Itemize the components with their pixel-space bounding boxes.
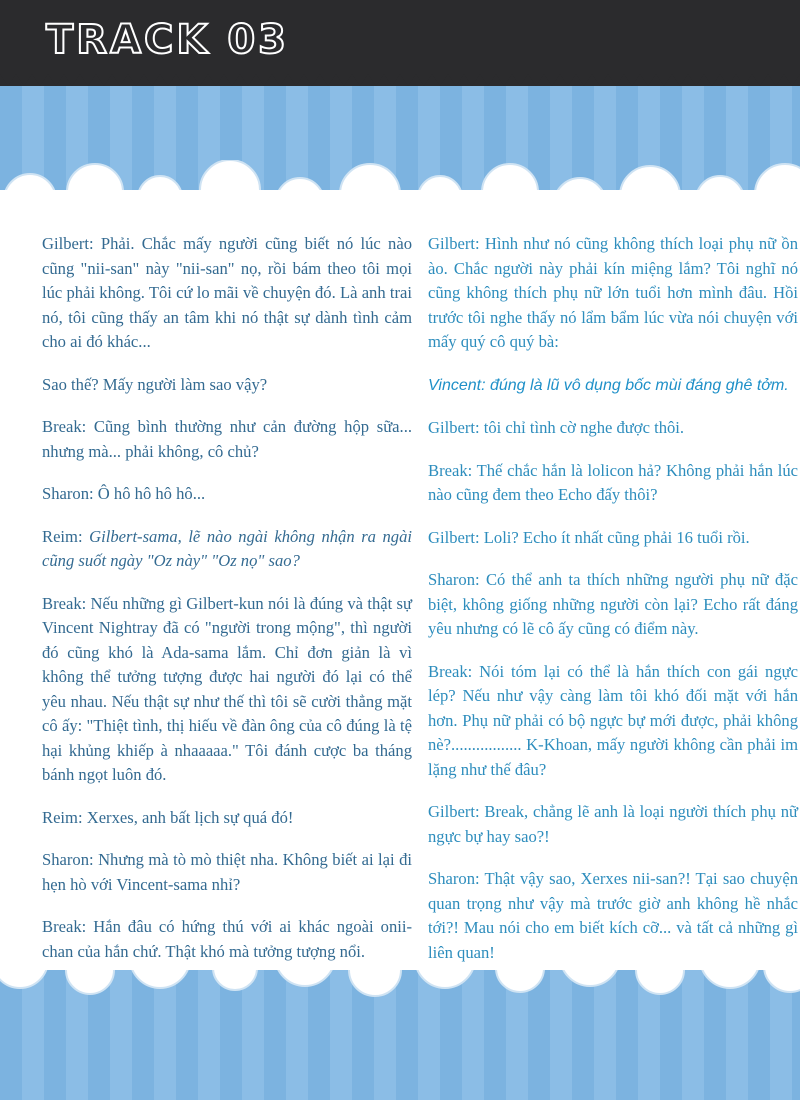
track-title: TRACK 03 <box>46 17 289 63</box>
dialogue-paragraph: Gilbert: Phải. Chắc mấy người cũng biết nó lúc nào cũng "nii-san" này "nii-san" nọ, rồi bám theo tôi mọi lúc phải không. Tôi cứ lo mãi về chuyện đó. Là anh trai nó, tôi cũng thấy an tâm khi nó thật sự dành tình cảm cho ai đó khác... <box>42 234 412 351</box>
italic-line: Gilbert-sama, lẽ nào ngài không nhận ra ngài cũng suốt ngày "Oz này" "Oz nọ" sao? <box>42 526 412 570</box>
dialogue-paragraph: Sao thế? Mấy người làm sao vậy? <box>42 374 268 394</box>
dialogue-paragraph: Break: Nếu những gì Gilbert-kun nói là đúng và thật sự Vincent Nightray đã có "người trong mộng", thì người đó cũng khó là Ada-sama lắm. Chỉ đơn giản là vì không thể tưởng tượng được hai người đó lại có thể yêu nhau. Nếu thật sự như thế thì tôi sẽ cười thẳng mặt cô ấy: "Thiệt tình, thị hiếu về đàn ông của cô đúng là tệ hại khủng khiếp à nhaaaaa." Tôi đánh cược ba tháng bánh ngọt luôn đó. <box>42 593 412 784</box>
left-column <box>42 232 412 982</box>
dialogue-paragraph <box>42 525 412 574</box>
dialogue-paragraph: Sharon: Ô hô hô hô hô... <box>42 484 206 503</box>
dialogue-paragraph: Break: Cũng bình thường như cản đường hộp sữa... nhưng mà... phải không, cô chủ? <box>42 417 412 461</box>
dialogue-paragraph: Break: Nói tóm lại có thể là hắn thích con gái ngực lép? Nếu như vậy càng làm tôi khó đối mặt với hắn hơn. Phụ nữ phải có bộ ngực bự mới được, phải không nè?................. K-Khoan, mấy người không cần phải im lặng như thế đâu? <box>428 661 798 779</box>
header-zigzag-edge <box>0 74 800 100</box>
dialogue-paragraph: Gilbert: Loli? Echo ít nhất cũng phải 16 tuổi rồi. <box>428 527 750 547</box>
dialogue-paragraph: Sharon: Thật vậy sao, Xerxes nii-san?! Tại sao chuyện quan trọng như vậy mà trước giờ anh không hề nhắc tới?! Mau nói cho em biết kích cỡ... và tất cả những gì liên quan! <box>428 869 798 962</box>
dialogue-paragraph <box>428 373 798 399</box>
right-column <box>428 232 798 983</box>
dialogue-paragraph: Break: Thế chắc hắn là lolicon hả? Không phải hắn lúc nào cũng đem theo Echo đấy thôi? <box>428 460 798 504</box>
dialogue-paragraph: Sharon: Có thể anh ta thích những người phụ nữ đặc biệt, không giống những người còn lại? Echo rất đáng yêu nhưng có lẽ cô ấy cũng có điểm này. <box>428 570 798 638</box>
dialogue-paragraph: Gilbert: tôi chỉ tình cờ nghe được thôi. <box>428 418 685 437</box>
dialogue-paragraph: Gilbert: Hình như nó cũng không thích loại phụ nữ ồn ào. Chắc người này phải kín miệng lắm? Tôi nghĩ nó cũng không thích phụ nữ lớn tuổi hơn mình đâu. Hồi trước tôi nghe thấy nó lẩm bẩm lúc vừa nói chuyện với mấy quý cô quý bà: <box>428 234 798 351</box>
dialogue-paragraph: Break: Hắn đâu có hứng thú với ai khác ngoài onii-chan của hắn chứ. Thật khó mà tưởng tượng nổi. <box>42 917 412 961</box>
zigzag-shape <box>0 74 800 86</box>
dialogue-paragraph: Reim: Xerxes, anh bất lịch sự quá đó! <box>42 807 294 827</box>
dialogue-paragraph: Sharon: Nhưng mà tò mò thiệt nha. Không biết ai lại đi hẹn hò với Vincent-sama nhỉ? <box>42 850 412 894</box>
dialogue-paragraph: Gilbert: Break, chẳng lẽ anh là loại người thích phụ nữ ngực bự hay sao?! <box>428 802 798 846</box>
speaker-label: Reim: <box>42 526 90 546</box>
highlighted-quote: Vincent: đúng là lũ vô dụng bốc mùi đáng ghê tởm. <box>428 376 789 394</box>
